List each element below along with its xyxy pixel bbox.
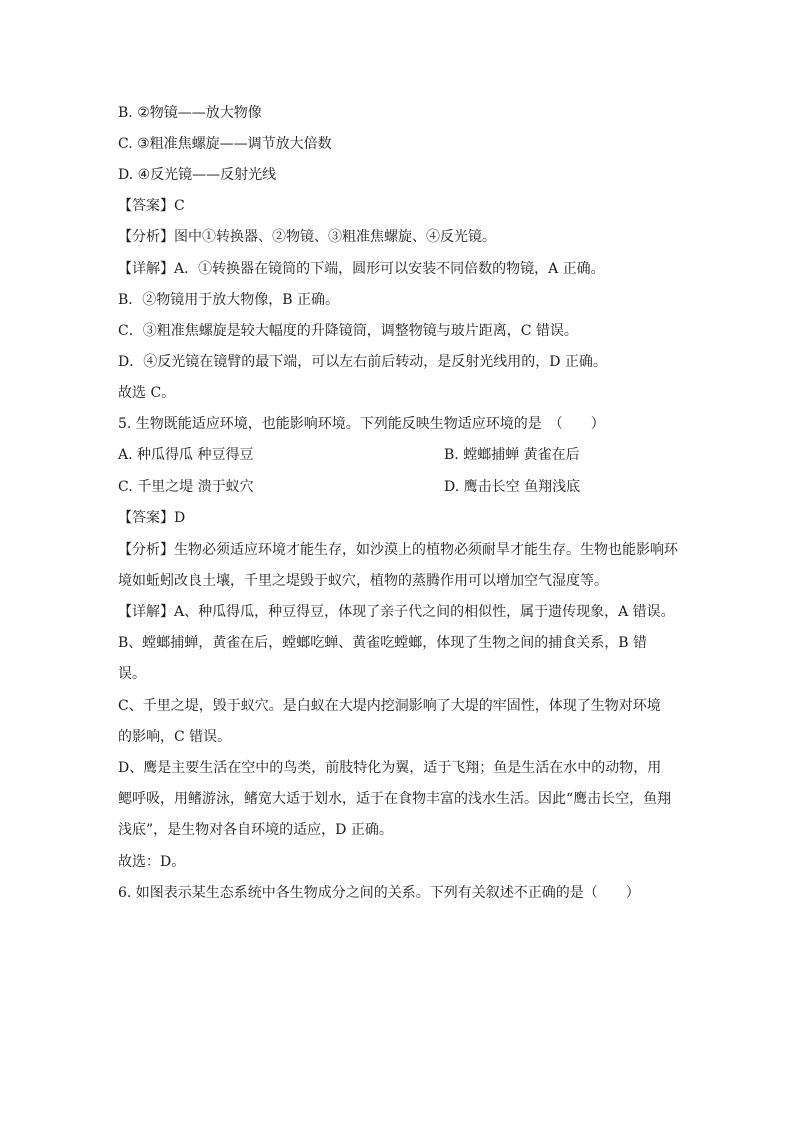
explanation-q5-b-line2: 误。: [118, 666, 146, 682]
question-6-stem: 6. 如图表示某生态系统中各生物成分之间的关系。下列有关叙述不正确的是（ ）: [118, 885, 640, 901]
conclusion-q4: 故选 C。: [118, 385, 176, 401]
answer-q5: 【答案】D: [118, 510, 186, 526]
explanation-q5-a: 【详解】A、种瓜得瓜，种豆得豆，体现了亲子代之间的相似性，属于遗传现象，A 错误。: [118, 604, 675, 620]
question-5-option-b: B. 螳螂捕蝉 黄雀在后: [444, 447, 580, 463]
option-b-prev-question: B. ②物镜——放大物像: [118, 105, 262, 121]
answer-q4: 【答案】C: [118, 198, 185, 214]
analysis-q5-line1: 【分析】生物必须适应环境才能生存，如沙漠上的植物必须耐旱才能生存。生物也能影响环: [118, 542, 678, 558]
analysis-q5-line2: 境如蚯蚓改良土壤，千里之堤毁于蚁穴，植物的蒸腾作用可以增加空气湿度等。: [118, 573, 608, 589]
explanation-q4-c: C．③粗准焦螺旋是较大幅度的升降镜筒，调整物镜与玻片距离，C 错误。: [118, 323, 578, 339]
explanation-q5-d-line1: D、鹰是主要生活在空中的鸟类，前肢特化为翼，适于飞翔；鱼是生活在水中的动物，用: [118, 760, 662, 776]
explanation-q4-a: 【详解】A．①转换器在镜筒的下端，圆形可以安装不同倍数的物镜，A 正确。: [118, 261, 605, 277]
explanation-q5-b-line1: B、螳螂捕蝉，黄雀在后，螳螂吃蝉、黄雀吃螳螂，体现了生物之间的捕食关系，B 错: [118, 635, 648, 651]
explanation-q5-d-line3: 浅底”，是生物对各自环境的适应，D 正确。: [118, 822, 393, 838]
conclusion-q5: 故选：D。: [118, 854, 186, 870]
question-5-option-a: A. 种瓜得瓜 种豆得豆: [118, 447, 254, 463]
explanation-q5-d-line2: 鳃呼吸，用鳍游泳，鳍宽大适于划水，适于在食物丰富的浅水生活。因此“鹰击长空，鱼翔: [118, 791, 672, 807]
option-d-prev-question: D. ④反光镜——反射光线: [118, 167, 277, 183]
question-5-stem: 5. 生物既能适应环境，也能影响环境。下列能反映生物适应环境的是 （ ）: [118, 416, 605, 432]
explanation-q4-b: B．②物镜用于放大物像，B 正确。: [118, 292, 340, 308]
question-5-option-d: D. 鹰击长空 鱼翔浅底: [444, 479, 581, 495]
explanation-q5-c-line2: 的影响，C 错误。: [118, 729, 232, 745]
explanation-q5-c-line1: C、千里之堤，毁于蚁穴。是白蚁在大堤内挖洞影响了大堤的牢固性，体现了生物对环境: [118, 698, 661, 714]
question-5-option-c: C. 千里之堤 溃于蚁穴: [118, 479, 254, 495]
option-c-prev-question: C. ③粗准焦螺旋——调节放大倍数: [118, 136, 332, 152]
analysis-q4: 【分析】图中①转换器、②物镜、③粗准焦螺旋、④反光镜。: [118, 229, 496, 245]
explanation-q4-d: D．④反光镜在镜臂的最下端，可以左右前后转动，是反射光线用的，D 正确。: [118, 354, 607, 370]
